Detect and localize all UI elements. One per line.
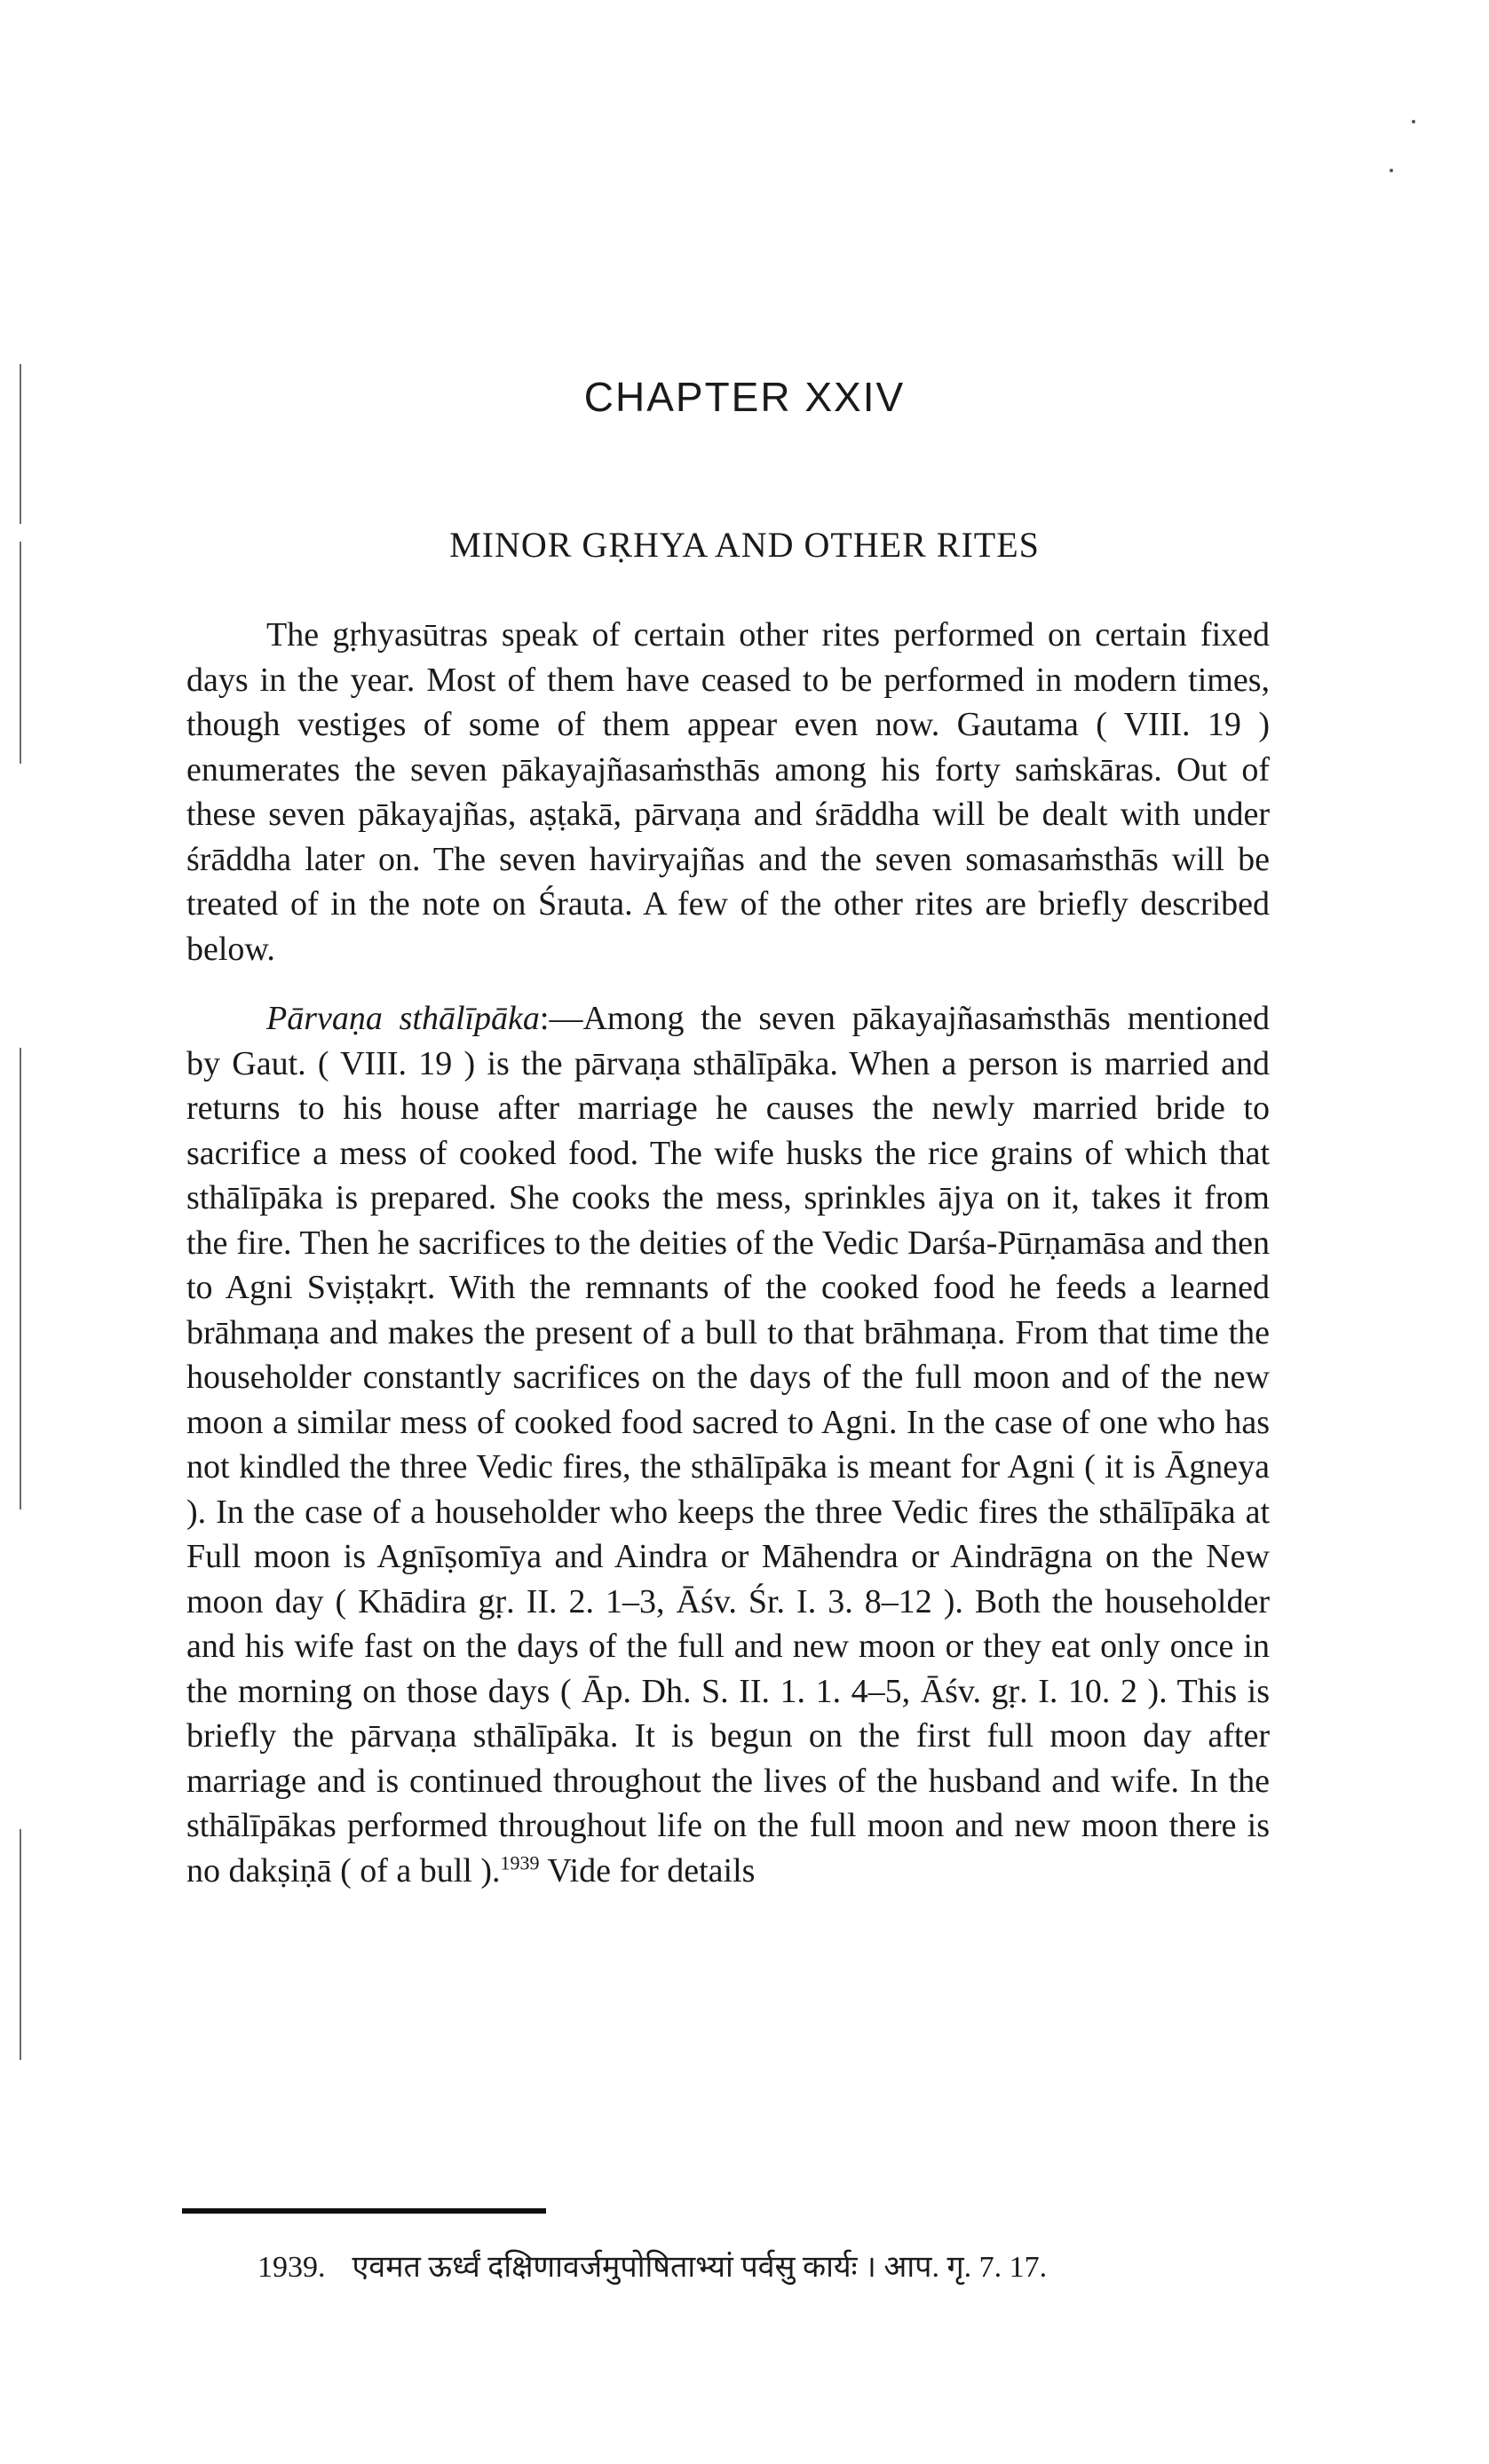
footnote-reference[interactable]: 1939 (500, 1850, 540, 1874)
paragraph-tail: Vide for details (539, 1851, 756, 1890)
scan-speck (1390, 169, 1393, 172)
chapter-title: CHAPTER XXIV (583, 374, 906, 420)
section-title: MINOR GṚHYA AND OTHER RITES (449, 525, 1040, 565)
paragraph-intro (186, 613, 1270, 971)
paragraph-text: The gṛhyasūtras speak of certain other rites performed on certain fixed days in the year. Most of them have ceased to be performed in modern times, though vestiges of some of them appear even now. Gautama ( VIII. 19 ) enumerates the seven pākayajñasaṁsthās among his forty saṁskāras. Out of these seven pākayajñas, aṣṭakā, pārvaṇa and śrāddha will be dealt with under śrāddha later on. The seven haviryajñas and the seven somasaṁsthās will be treated of in the note on Śrauta. A few of the other rites are briefly described below. (186, 616, 1270, 968)
footnote-divider (182, 2208, 546, 2214)
scan-speck (1412, 120, 1415, 123)
scan-margin-line (20, 1829, 21, 2060)
footnote-number: 1939. (257, 2251, 326, 2284)
scan-margin-line (20, 542, 21, 764)
paragraph-lead-term: Pārvaṇa sthālīpāka (266, 1000, 540, 1037)
footnote-text: एवमत ऊर्ध्वं दक्षिणावर्जमुपोषिताभ्यां पर्वसु कार्यः । आप. गृ. 7. 17. (352, 2251, 1048, 2284)
scan-margin-line (20, 1048, 21, 1509)
paragraph-text: :—Among the seven pākayajñasaṁsthās mentioned by Gaut. ( VIII. 19 ) is the pārvaṇa sthālīpāka. When a person is married and returns to his house after marriage he causes the newly married bride to sacrifice a mess of cooked food. The wife husks the rice grains of which that sthālīpāka is prepared. She cooks the mess, sprinkles ājya on it, takes it from the fire. Then he sacrifices to the deities of the Vedic Darśa-Pūrṇamāsa and then to Agni Sviṣṭakṛt. With the remnants of the cooked food he feeds a learned brāhmaṇa and makes the present of a bull to that brāhmaṇa. From that time the householder constantly sacrifices on the days of the full moon and of the new moon a similar mess of cooked food sacred to Agni. In the case of one who has not kindled the three Vedic fires, the sthālīpāka is meant for Agni ( it is Āgneya ). In the case of a householder who keeps the three Vedic fires the sthālīpāka at Full moon is Agnīṣomīya and Aindra or Māhendra or Aindrāgna on the New moon day ( Khādira gṛ. II. 2. 1–3, Āśv. Śr. I. 3. 8–12 ). Both the householder and his wife fast on the days of the full and new moon or they eat only once in the morning on those days ( Āp. Dh. S. II. 1. 1. 4–5, Āśv. gṛ. I. 10. 2 ). This is briefly the pārvaṇa sthālīpāka. It is begun on the first full moon day after marriage and is continued throughout the lives of the husband and wife. In the sthālīpākas performed throughout life on the full moon and new moon there is no dakṣiṇā ( of a bull ). (186, 1000, 1270, 1890)
paragraph-parvana (186, 996, 1270, 1893)
body-text (186, 613, 1270, 1893)
footnote (257, 2245, 1270, 2286)
